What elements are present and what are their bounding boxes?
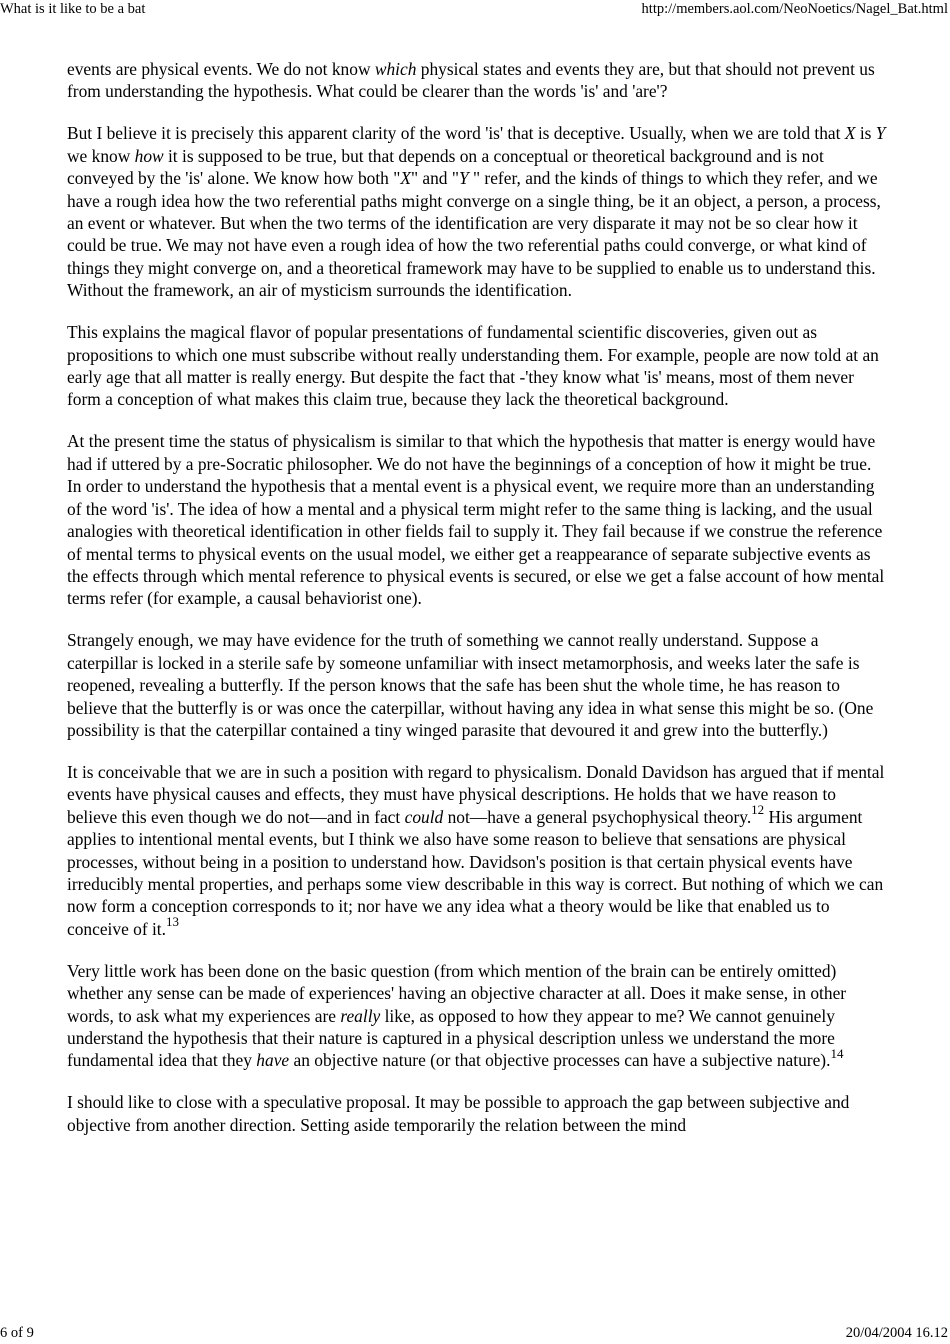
text-run: Very little work has been done on the basic question (from which mention of the brain can be entirely omitted) whether any sense can be made of experiences' having an objective character at all. Does it make sense, in other words, to ask what my experiences are [67,960,847,1026]
print-header [0,0,950,18]
paragraph-6 [67,761,887,940]
text-run: we know [67,145,135,166]
emphasis: Y [458,168,469,189]
page-number: 6 of 9 [0,1325,34,1341]
paragraph-8: I should like to close with a speculative proposal. It may be possible to approach the gap between subjective and objective from another direction. Setting aside temporarily the relation between the mind [67,1092,850,1135]
text-run: it is supposed to be true, but that depends on a conceptual or theoretical background and is not conveyed by the 'is' alone. We know how both " [67,145,824,189]
text-run: His argument applies to intentional mental events, but I think we also have some reason to believe that sensations are physical processes, without being in a position to understand how. Davidson's position is that certain physical events have irreducibly mental properties, and perhaps some view describable in this way is correct. But nothing of which we can now form a conception corresponds to it; nor have we any idea what a theory would be like that enabled us to conceive of it. [67,806,884,939]
text-run: " refer, and the kinds of things to which they refer, and we have a rough idea how the two referential paths might converge on a single thing, be it an object, a person, a process, an event or whatever. But when the two terms of the identification are very disparate it may not be so clear how it could be true. We may not have even a rough idea of how the two referential paths could converge, or what kind of things they might converge on, and a theoretical framework may have to be supplied to enable us to understand this. Without the framework, an air of mysticism surrounds the identification. [67,168,881,301]
paragraph-3: This explains the magical flavor of popular presentations of fundamental scientific discoveries, given out as propositions to which one must subscribe without really understanding them. For example, people are now told at an early age that all matter is really energy. But despite the fact that -'they know what 'is' means, most of them never form a conception of what makes this claim true, because they lack the theoretical background. [67,322,879,410]
footnote-ref-13[interactable]: 13 [166,913,179,929]
text-run: an objective nature (or that objective processes can have a subjective nature). [289,1050,831,1071]
page-url: http://members.aol.com/NeoNoetics/Nagel_Bat.html [641,1,948,17]
text-run: is [855,123,876,144]
emphasis: have [256,1050,290,1071]
print-footer [0,1324,950,1342]
footnote-ref-14[interactable]: 14 [830,1045,844,1061]
emphasis: how [134,145,164,166]
paragraph-5: Strangely enough, we may have evidence for the truth of something we cannot really understand. Suppose a caterpillar is locked in a sterile safe by someone unfamiliar with insect metamorphosis, and weeks later the safe is reopened, revealing a butterfly. If the person knows that the safe has been shut the whole time, he has reason to believe that the butterfly is or was once the caterpillar, without having any idea in what sense this might be so. (One possibility is that the caterpillar contained a tiny winged parasite that devoured it and grew into the butterfly.) [67,630,874,740]
text-run: " and " [410,168,459,189]
text-run: It is conceivable that we are in such a position with regard to physicalism. Donald Davidson has argued that if mental events have physical causes and effects, they must have physical descriptions. He holds that we have reason to believe this even though we do not—and in fact [67,761,885,827]
emphasis: X [400,168,411,189]
text-run: But I believe it is precisely this apparent clarity of the word 'is' that is deceptive. Usually, when we are told that [67,123,845,144]
text-run: physical states and events they are, but that should not prevent us from understanding the hypothesis. What could be clearer than the words 'is' and 'are'? [67,59,875,102]
text-run: like, as opposed to how they appear to me? We cannot genuinely understand the hypothesis that their nature is captured in a physical description unless we understand the more fundamental idea that they [67,1005,835,1071]
paragraph-1 [67,58,887,103]
print-datetime: 20/04/2004 16.12 [845,1325,948,1341]
emphasis: could [404,806,444,827]
paragraph-4: At the present time the status of physicalism is similar to that which the hypothesis that matter is energy would have had if uttered by a pre-Socratic philosopher. We do not have the beginnings of a conception of how it might be true. In order to understand the hypothesis that a mental event is a physical event, we require more than an understanding of the word 'is'. The idea of how a mental and a physical term might refer to the same thing is lacking, and the usual analogies with theoretical identification in other fields fail to supply it. They fail because if we construe the reference of mental terms to physical events on the usual model, we either get a reappearance of separate subjective events as the effects through which mental reference to physical events is secured, or else we get a false account of how mental terms refer (for example, a causal behaviorist one). [67,431,885,609]
emphasis: which [374,59,417,79]
page-title: What is it like to be a bat [0,1,146,17]
paragraph-7 [67,960,887,1072]
footnote-ref-12[interactable]: 12 [751,801,765,817]
emphasis: Y [875,123,886,144]
emphasis: X [844,123,856,144]
text-run: not—have a general psychophysical theory. [443,806,752,827]
paragraph-2 [67,122,887,301]
emphasis: really [340,1005,381,1026]
article-body [67,58,887,1156]
text-run: events are physical events. We do not know [67,59,375,79]
